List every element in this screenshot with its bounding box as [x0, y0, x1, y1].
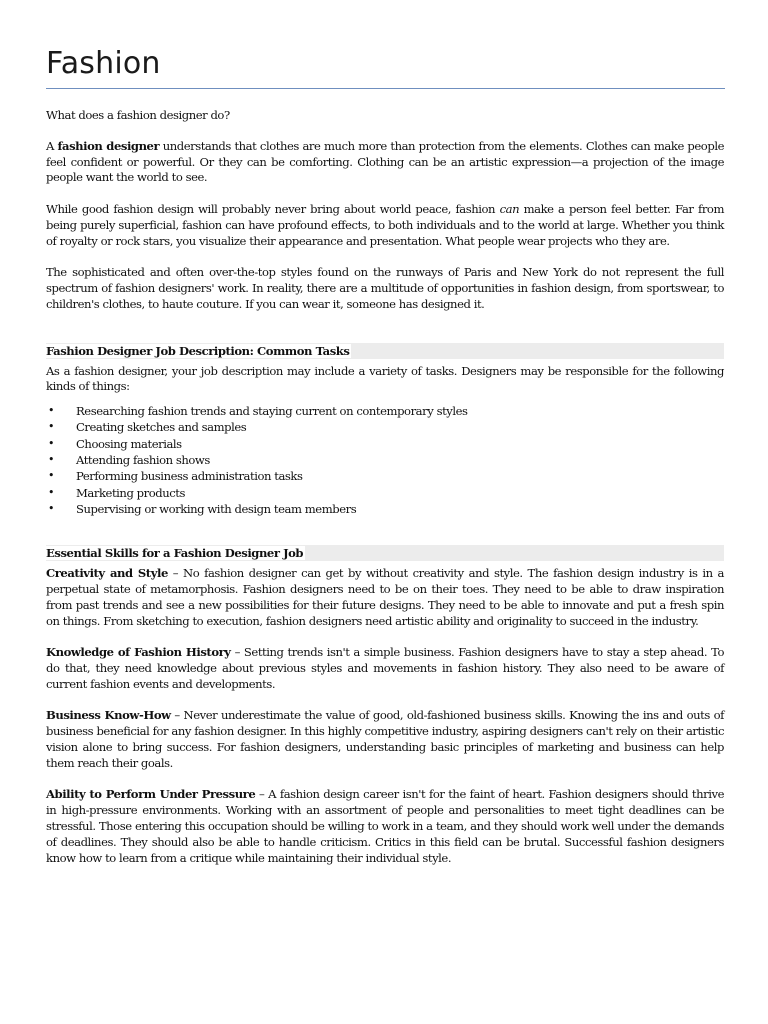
intro-paragraph-1 — [46, 139, 724, 186]
intro-1-rest: understands that clothes are much more than protection from the elements. Clothes can make people feel confident or powerful. Or they can be comforting. Clothing can be an artistic expression—a projection of the image people want the world to see. — [46, 138, 724, 185]
skills-section-heading — [46, 545, 724, 561]
list-item-text: Supervising or working with design team members — [76, 501, 357, 516]
skill-description: – Setting trends isn't a simple business. Fashion designers have to stay a step ahead. To do that, they need knowledge about previous styles and movements in fashion history. They also need to be aware of current fashion events and developments. — [46, 645, 724, 691]
bullet-icon: • — [48, 501, 55, 515]
skill-business — [46, 708, 724, 771]
list-item-text: Marketing products — [76, 485, 185, 500]
list-item — [48, 436, 724, 452]
skill-fashion-history — [46, 645, 724, 692]
intro-2-lead: While good fashion design will probably never bring about world peace, fashion — [46, 201, 500, 216]
tasks-section-heading — [46, 343, 724, 359]
list-item — [48, 468, 724, 484]
list-item-text: Attending fashion shows — [76, 453, 210, 468]
intro-question: What does a fashion designer do? — [46, 108, 230, 122]
skill-description: – Never underestimate the value of good, old-fashioned business skills. Knowing the ins and outs of business beneficial for any fashion designer. In this highly competitive industry, aspiring designers can't rely on their artistic vision alone to bring success. For fashion designers, understanding basic principles of marketing and business can help them reach their goals. — [46, 708, 724, 770]
list-item — [48, 485, 724, 501]
list-item — [48, 501, 724, 517]
list-item-text: Choosing materials — [76, 436, 182, 451]
skill-creativity — [46, 566, 724, 629]
skill-pressure — [46, 787, 724, 866]
title-underline-rule — [46, 88, 725, 89]
document-body — [46, 108, 724, 882]
bullet-icon: • — [48, 436, 55, 450]
skills-heading-text: Essential Skills for a Fashion Designer Job — [46, 546, 304, 561]
skill-name: Business Know-How — [46, 708, 171, 723]
intro-paragraph-3: The sophisticated and often over-the-top styles found on the runways of Paris and New York do not represent the full spectrum of fashion designers' work. In reality, there are a multitude of opportunities in fashion design, from sportswear, to children's clothes, to haute couture. If you can wear it, someone has designed it. — [46, 265, 724, 311]
list-item — [48, 452, 724, 468]
skill-description: – No fashion designer can get by without creativity and style. The fashion design industry is in a perpetual state of metamorphosis. Fashion designers need to be on their toes. They need to be able to draw inspiration from past trends and see a new possibilities for their future designs. They need to be able to innovate and put a fresh spin on things. From sketching to execution, fashion designers need artistic ability and originality to succeed in the industry. — [46, 566, 724, 628]
list-item — [48, 403, 724, 419]
skill-name: Knowledge of Fashion History — [46, 645, 231, 660]
tasks-intro-paragraph: As a fashion designer, your job description may include a variety of tasks. Designers may be responsible for the following kinds of things: — [46, 363, 724, 394]
list-item-text: Researching fashion trends and staying current on contemporary styles — [76, 404, 468, 419]
bullet-icon: • — [48, 404, 55, 418]
bullet-icon: • — [48, 453, 55, 467]
skill-description: – A fashion design career isn't for the faint of heart. Fashion designers should thrive in high-pressure environments. Working with an assortment of people and personalities to meet tight deadlines can be stressful. Those entering this occupation should be willing to work in a team, and they should work well under the demands of deadlines. They should also be able to handle criticism. Critics in this field can be brutal. Successful fashion designers know how to learn from a critique while maintaining their individual style. — [46, 787, 724, 865]
bullet-icon: • — [48, 469, 55, 483]
page-title: Fashion — [46, 46, 161, 81]
list-item-text: Performing business administration tasks — [76, 469, 303, 484]
bullet-icon: • — [48, 485, 55, 499]
intro-2-italic-word: can — [499, 201, 520, 216]
tasks-bullet-list — [46, 403, 724, 517]
tasks-heading-text: Fashion Designer Job Description: Common Tasks — [46, 343, 350, 358]
intro-1-bold-term: fashion designer — [57, 138, 160, 153]
intro-1-lead: A — [46, 138, 58, 153]
bullet-icon: • — [48, 420, 55, 434]
intro-2-rest: make a person feel better. Far from being purely superficial, fashion can have profound effects, to both individuals and to the world at large. Whether you think of royalty or rock stars, you visualize their appearance and presentation. What people wear projects who they are. — [46, 201, 724, 248]
intro-paragraph-2 — [46, 202, 724, 249]
skill-name: Creativity and Style — [46, 566, 168, 581]
skill-name: Ability to Perform Under Pressure — [46, 787, 256, 802]
list-item — [48, 419, 724, 435]
list-item-text: Creating sketches and samples — [76, 420, 247, 435]
